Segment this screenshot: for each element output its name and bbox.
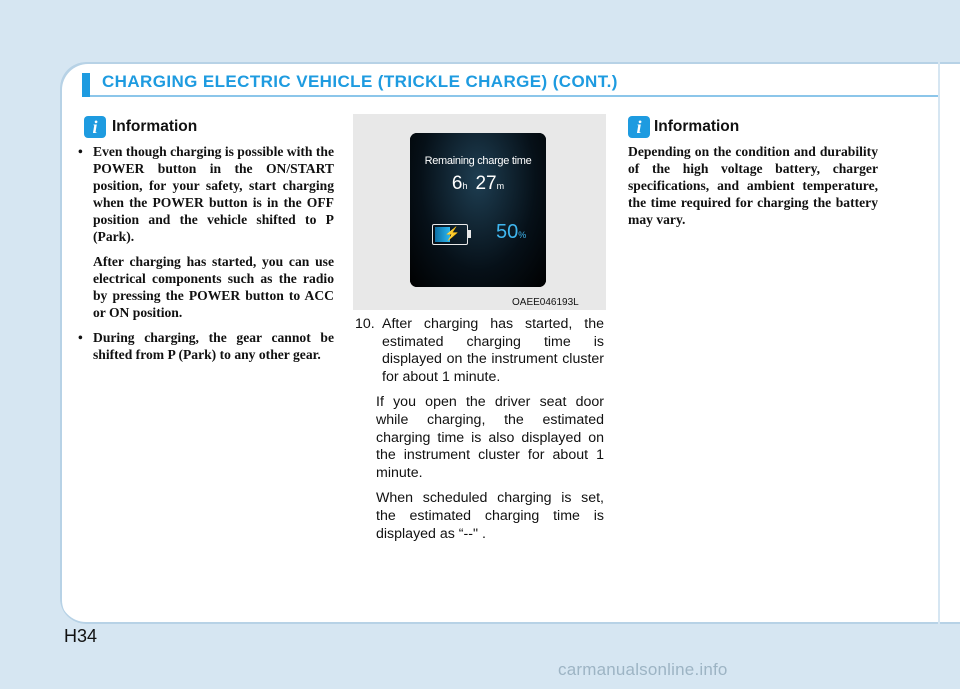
- bullet-paragraph: • Even though charging is possible with the POWER button in the ON/START position, for your safety, start charging when the POWER button is in the OFF position and the vehicle shifted to P (Park).: [93, 144, 334, 244]
- watermark: carmanualsonline.info: [558, 660, 728, 679]
- minutes-value: 27: [475, 173, 497, 194]
- minutes-unit: m: [496, 181, 505, 191]
- bullet-item: [78, 329, 334, 363]
- info-icon: i: [628, 116, 650, 138]
- page-divider: [938, 62, 940, 624]
- battery-percent-value: 50: [496, 221, 519, 243]
- bullet-item: [78, 143, 334, 321]
- charging-bolt-icon: ⚡: [444, 226, 461, 241]
- info-paragraph: Depending on the condition and durability of the high voltage battery, charger specifications, and ambient temperature, the time required for charging the battery may vary.: [628, 144, 878, 227]
- battery-percent-unit: %: [518, 230, 527, 240]
- info-title: Information: [654, 118, 740, 135]
- hours-value: 6: [451, 173, 463, 194]
- step-number: 10.: [355, 316, 375, 332]
- section-title: CHARGING ELECTRIC VEHICLE (TRICKLE CHARGE) (CONT.): [102, 72, 618, 91]
- hours-unit: h: [462, 181, 468, 191]
- step-paragraph: If you open the driver seat door while charging, the estimated charging time is also displayed on the instrument cluster for about 1 minute.: [376, 394, 604, 481]
- cluster-screen: [410, 133, 546, 287]
- section-rule: [90, 95, 938, 97]
- bullet-paragraph: After charging has started, you can use electrical components such as the radio by pressing the POWER button to ACC or ON position.: [93, 254, 334, 320]
- step-text: After charging has started, the estimated charging time is displayed on the instrument cluster for about 1 minute.: [382, 316, 604, 385]
- step-paragraph: When scheduled charging is set, the estimated charging time is displayed as “--" .: [376, 490, 604, 542]
- battery-percent: [496, 221, 526, 244]
- remaining-time-label: Remaining charge time: [424, 155, 532, 167]
- step-first-paragraph: [355, 316, 604, 386]
- battery-cap: [468, 230, 471, 238]
- info-title: Information: [112, 118, 198, 135]
- info-icon: i: [84, 116, 106, 138]
- section-accent-bar: [82, 73, 90, 97]
- remaining-time-value: [410, 173, 546, 195]
- info-bullet-list: [78, 143, 334, 371]
- bullet-paragraph: • During charging, the gear cannot be shifted from P (Park) to any other gear.: [93, 330, 334, 362]
- figure-code: OAEE046193L: [512, 297, 579, 308]
- step-10: [355, 316, 604, 551]
- page-number: H34: [64, 626, 98, 646]
